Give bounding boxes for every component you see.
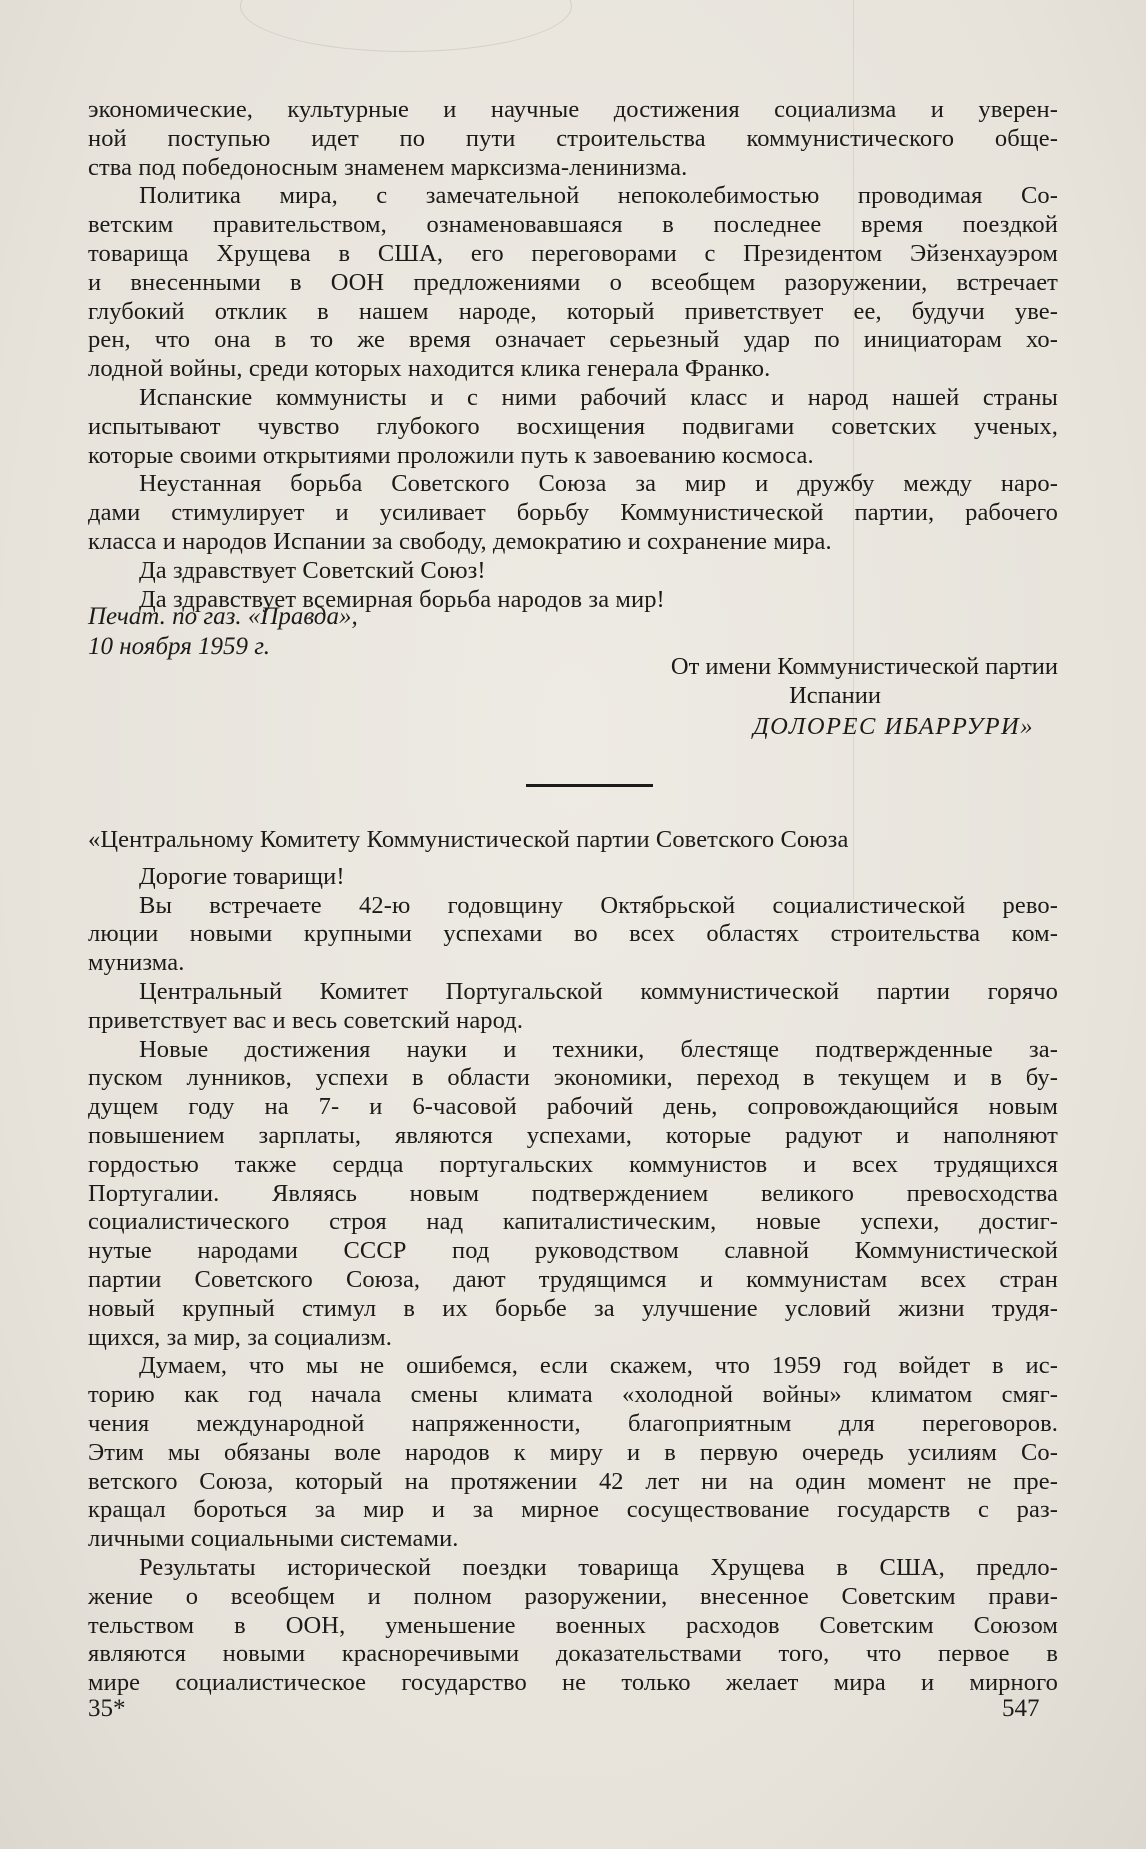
signature-mark: 35*	[88, 1695, 126, 1722]
text-line: Новые достижения науки и техники, блестяще подтвержденные за-	[139, 1035, 1058, 1063]
text-line: нутые народами СССР под руководством славной Коммунистической	[88, 1237, 1058, 1265]
letter-heading: «Центральному Комитету Коммунистической партии Советского Союза	[88, 826, 849, 853]
text-line: личными социальными системами.	[88, 1525, 459, 1553]
text-line: лодной войны, среди которых находится клика генерала Франко.	[88, 355, 771, 383]
spain-letter-body	[88, 96, 1058, 614]
text-line: люции новыми крупными успехами во всех областях строительства ком-	[88, 920, 1058, 948]
text-line: Да здравствует всемирная борьба народов за мир!	[139, 585, 665, 613]
portugal-letter-body	[88, 826, 1058, 1698]
signature-org: От имени Коммунистической партии	[670, 653, 1058, 680]
text-line: мунизма.	[88, 949, 185, 977]
text-line: глубокий отклик в нашем народе, который приветствует ее, будучи уве-	[88, 297, 1058, 325]
text-line: Испанские коммунисты и с ними рабочий класс и народ нашей страны	[139, 383, 1058, 411]
text-line: Политика мира, с замечательной непоколебимостью проводимая Со-	[139, 182, 1058, 210]
text-line: и внесенными в ООН предложениями о всеобщем разоружении, встречает	[88, 268, 1058, 296]
signature-block	[88, 652, 1058, 741]
text-line: Результаты исторической поездки товарища Хрущева в США, предло-	[139, 1553, 1058, 1581]
page-number: 547	[1002, 1695, 1040, 1722]
text-line: ства под победоносным знаменем марксизма-ленинизма.	[88, 153, 688, 181]
text-line: товарища Хрущева в США, его переговорами с Президентом Эйзенхауэром	[88, 239, 1058, 267]
text-line: Дорогие товарищи!	[139, 862, 345, 890]
text-line: ветским правительством, ознаменовавшаяся в последнее время поездкой	[88, 211, 1058, 239]
text-line: щихся, за мир, за социализм.	[88, 1323, 392, 1351]
source-line: Печат. по газ. «Правда»,	[88, 603, 358, 630]
text-line: тельством в ООН, уменьшение военных расходов Советским Союзом	[88, 1611, 1058, 1639]
signature-country: Испании	[789, 682, 881, 709]
bleed-through-mark	[240, 0, 572, 52]
text-line: новый крупный стимул в их борьбе за улучшение условий жизни трудя-	[88, 1294, 1058, 1322]
text-line: Центральный Комитет Португальской коммунистической партии горячо	[139, 977, 1058, 1005]
source-date: 10 ноября 1959 г.	[88, 633, 270, 660]
text-line: гордостью также сердца португальских коммунистов и всех трудящихся	[88, 1150, 1058, 1178]
text-line: которые своими открытиями проложили путь к завоеванию космоса.	[88, 441, 814, 469]
text-line: являются новыми красноречивыми доказательствами того, что первое в	[88, 1640, 1058, 1668]
text-line: пуском лунников, успехи в области экономики, переход в текущем и в бу-	[88, 1064, 1058, 1092]
text-line: партии Советского Союза, дают трудящимся и коммунистам всех стран	[88, 1265, 1058, 1293]
text-line: Неустанная борьба Советского Союза за мир и дружбу между наро-	[139, 470, 1058, 498]
text-line: Думаем, что мы не ошибемся, если скажем, что 1959 год войдет в ис-	[139, 1352, 1058, 1380]
text-line: класса и народов Испании за свободу, демократию и сохранение мира.	[88, 527, 832, 555]
text-line: Португалии. Являясь новым подтверждением великого превосходства	[88, 1179, 1058, 1207]
section-divider	[526, 784, 653, 787]
text-line: приветствует вас и весь советский народ.	[88, 1006, 524, 1034]
text-line: жение о всеобщем и полном разоружении, внесенное Советским прави-	[88, 1582, 1058, 1610]
text-line: чения международной напряженности, благоприятным для переговоров.	[88, 1409, 1058, 1437]
text-line: повышением зарплаты, являются успехами, которые радуют и наполняют	[88, 1121, 1058, 1149]
text-line: дами стимулирует и усиливает борьбу Коммунистической партии, рабочего	[88, 499, 1058, 527]
text-line: ветского Союза, который на протяжении 42 лет ни на один момент не пре-	[88, 1467, 1058, 1495]
signature-name: ДОЛОРЕС ИБАРРУРИ»	[753, 713, 1034, 740]
text-line: экономические, культурные и научные достижения социализма и уверен-	[88, 96, 1058, 123]
text-line: Вы встречаете 42-ю годовщину Октябрьской социалистической рево-	[139, 891, 1058, 919]
text-line: Да здравствует Советский Союз!	[139, 556, 486, 584]
text-line: мире социалистическое государство не только желает мира и мирного	[88, 1669, 1058, 1697]
text-line: рен, что она в то же время означает серьезный удар по инициаторам хо-	[88, 326, 1058, 354]
text-line: Этим мы обязаны воле народов к миру и в первую очередь усилиям Со-	[88, 1438, 1058, 1466]
text-line: торию как год начала смены климата «холодной войны» климатом смяг-	[88, 1381, 1058, 1409]
text-line: испытывают чувство глубокого восхищения подвигами советских ученых,	[88, 412, 1058, 440]
text-line: социалистического строя над капиталистическим, новые успехи, достиг-	[88, 1208, 1058, 1236]
text-line: кращал бороться за мир и за мирное сосуществование государств с раз-	[88, 1496, 1058, 1524]
text-line: дущем году на 7- и 6-часовой рабочий день, сопровождающийся новым	[88, 1093, 1058, 1121]
text-line: ной поступью идет по пути строительства коммунистического обще-	[88, 124, 1058, 152]
